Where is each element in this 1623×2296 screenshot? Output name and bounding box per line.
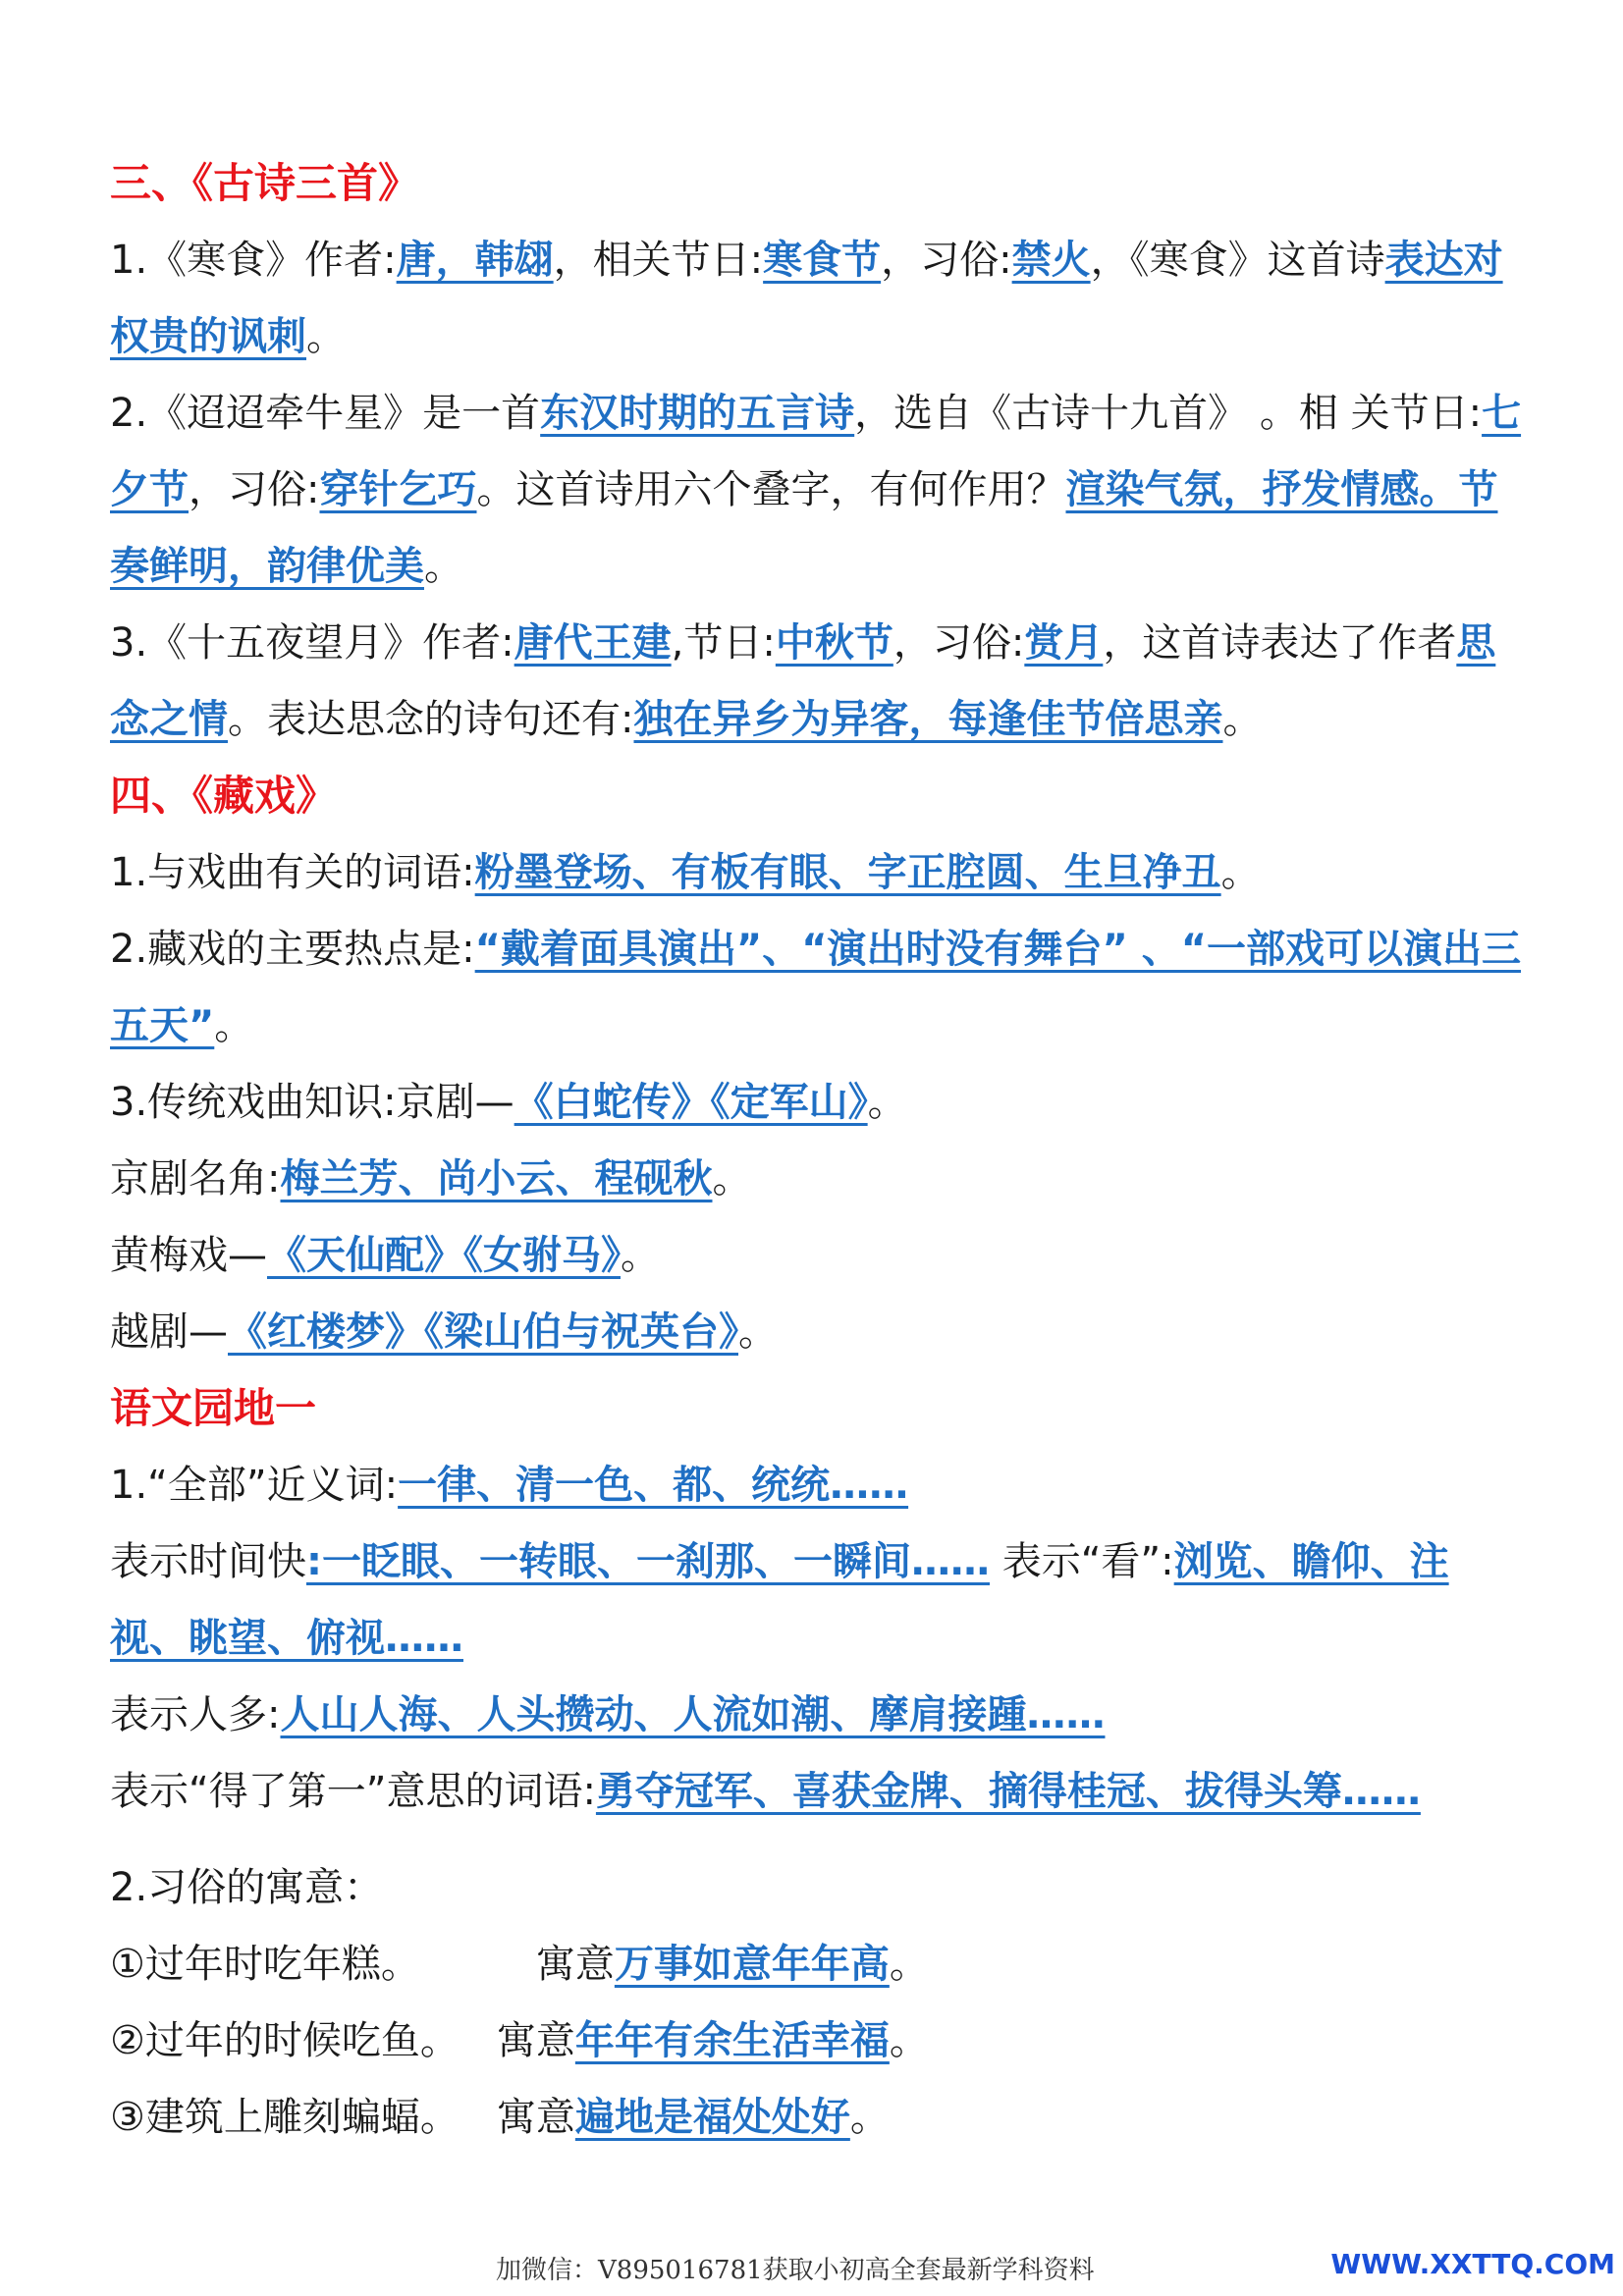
text: 。表达思念的诗句还有:	[228, 697, 634, 742]
answer-blank: 独在异乡为异客，每逢佳节倍思亲	[633, 697, 1223, 742]
text: 1.与戏曲有关的词语:	[110, 850, 475, 895]
answer-blank: 东汉时期的五言诗	[540, 391, 855, 436]
text: 2.习俗的寓意：	[110, 1865, 384, 1910]
section-heading-gushi: 三、《古诗三首》	[110, 159, 420, 207]
footer-note: 加微信：V895016781获取小初高全套最新学科资料	[496, 2256, 1095, 2285]
text: 3.传统戏曲知识:京剧—	[110, 1080, 514, 1125]
answer-blank: 万事如意年年高	[614, 1942, 890, 1987]
text: 3.《十五夜望月》作者:	[110, 620, 514, 666]
page-footer	[0, 2246, 1623, 2285]
answer-blank: 《天仙配》《女驸马》	[267, 1233, 621, 1278]
answer-blank: 渲染气氛，抒发情感。节奏鲜明，韵律优美	[110, 467, 1498, 589]
text: 。	[424, 544, 463, 589]
text: 黄梅戏—	[110, 1233, 267, 1278]
text: 。	[889, 2018, 929, 2063]
answer-blank: 人山人海、人头攒动、人流如潮、摩肩接踵……	[280, 1692, 1106, 1737]
answer-blank: 思念之情	[110, 620, 1496, 742]
answer-blank: 中秋节	[775, 620, 893, 666]
text: ，习俗:	[881, 238, 1012, 283]
custom-item: ②过年的时候吃鱼。	[110, 2018, 460, 2063]
text: 表示时间快	[110, 1539, 306, 1584]
text: 。	[849, 2095, 890, 2140]
text: 1.《寒食》作者:	[110, 238, 397, 283]
paragraph-wangyue	[110, 605, 1524, 758]
text: 越剧—	[110, 1309, 228, 1355]
text: ，《寒食》这首诗	[1090, 238, 1385, 283]
answer-blank: 赏月	[1024, 620, 1104, 666]
text: 。这首诗用六个叠字，有何作用？	[476, 467, 1066, 512]
text: 。	[1222, 697, 1263, 742]
paragraph-qianniu	[110, 375, 1524, 605]
text: 2.《迢迢牵牛星》是一首	[110, 391, 541, 436]
text: 表示“看”:	[990, 1539, 1174, 1584]
paragraph-first-place	[110, 1753, 1524, 1830]
answer-blank: 唐，韩翃	[396, 238, 554, 283]
answer-blank: 穿针乞巧	[319, 467, 477, 512]
paragraph-quanbu-synonyms	[110, 1447, 1524, 1523]
paragraph-time-and-look	[110, 1523, 1524, 1677]
answer-blank: 表达对权贵的讽刺	[110, 238, 1503, 359]
text: ，选自《古诗十九首》 。相 关节日:	[854, 391, 1483, 436]
paragraph-customs-title	[110, 1849, 1524, 1926]
answer-blank: 寒食节	[763, 238, 882, 283]
spacer	[110, 1830, 1524, 1849]
text: 。	[712, 1156, 752, 1201]
text: 。	[621, 1233, 660, 1278]
text: 。	[306, 314, 346, 359]
answer-blank: 禁火	[1011, 238, 1091, 283]
paragraph-huangmeixi	[110, 1217, 1524, 1294]
text: ，习俗:	[893, 620, 1025, 666]
paragraph-zangxi-features	[110, 911, 1524, 1064]
paragraph-jingju	[110, 1064, 1524, 1141]
text: 1.“全部”近义词:	[110, 1463, 399, 1508]
text: 2.藏戏的主要热点是:	[110, 927, 475, 972]
text: 。	[1220, 850, 1261, 895]
custom-item: ①过年时吃年糕。	[110, 1942, 420, 1987]
text: ，相关节日:	[553, 238, 764, 283]
answer-blank: 七夕节	[110, 391, 1522, 512]
custom-row	[110, 2079, 1524, 2156]
answer-blank: 梅兰芳、尚小云、程砚秋	[280, 1156, 713, 1201]
answer-blank: 遍地是福处处好	[574, 2095, 850, 2140]
paragraph-jingju-stars	[110, 1141, 1524, 1217]
section-heading-yuwenyuandi: 语文园地一	[110, 1384, 317, 1432]
answer-blank: 一律、清一色、都、统统……	[398, 1463, 909, 1508]
answer-blank: 年年有余生活幸福	[574, 2018, 890, 2063]
text: ，习俗:	[189, 467, 320, 512]
custom-label: 寓意	[535, 1942, 615, 1987]
custom-label: 寓意	[496, 2095, 575, 2140]
answer-blank: 唐代王建	[514, 620, 672, 666]
custom-item: ③建筑上雕刻蝙蝠。	[110, 2095, 460, 2140]
answer-blank: 粉墨登场、有板有眼、字正腔圆、生旦净丑	[474, 850, 1221, 895]
custom-label: 寓意	[496, 2018, 575, 2063]
answer-blank: “戴着面具演出”、“演出时没有舞台” 、“一部戏可以演出三五天”	[110, 927, 1522, 1048]
paragraph-xiqu-words	[110, 834, 1524, 911]
text: 。	[214, 1003, 254, 1048]
text: 。	[867, 1080, 907, 1125]
paragraph-yueju	[110, 1294, 1524, 1370]
custom-row	[110, 2002, 1524, 2079]
answer-blank: :一眨眼、一转眼、一刹那、一瞬间……	[306, 1539, 990, 1584]
text: 表示“得了第一”意思的词语:	[110, 1769, 596, 1814]
answer-blank: 浏览、瞻仰、注视、眺望、俯视……	[110, 1539, 1449, 1661]
section-heading-zangxi: 四、《藏戏》	[110, 772, 338, 820]
paragraph-hanshi	[110, 222, 1524, 375]
footer-website: WWW.XXTTQ.COM	[1330, 2248, 1615, 2280]
text: 。	[889, 1942, 929, 1987]
custom-row	[110, 1926, 1524, 2002]
paragraph-many-people	[110, 1677, 1524, 1753]
text: 表示人多:	[110, 1692, 281, 1737]
answer-blank: 勇夺冠军、喜获金牌、摘得桂冠、拔得头筹……	[595, 1769, 1421, 1814]
text: ,节日:	[671, 620, 776, 666]
text: ，这首诗表达了作者	[1103, 620, 1457, 666]
answer-blank: 《红楼梦》《梁山伯与祝英台》	[228, 1309, 738, 1355]
text: 京剧名角:	[110, 1156, 281, 1201]
document-body	[110, 145, 1524, 2156]
answer-blank: 《白蛇传》《定军山》	[514, 1080, 868, 1125]
text: 。	[738, 1309, 778, 1355]
